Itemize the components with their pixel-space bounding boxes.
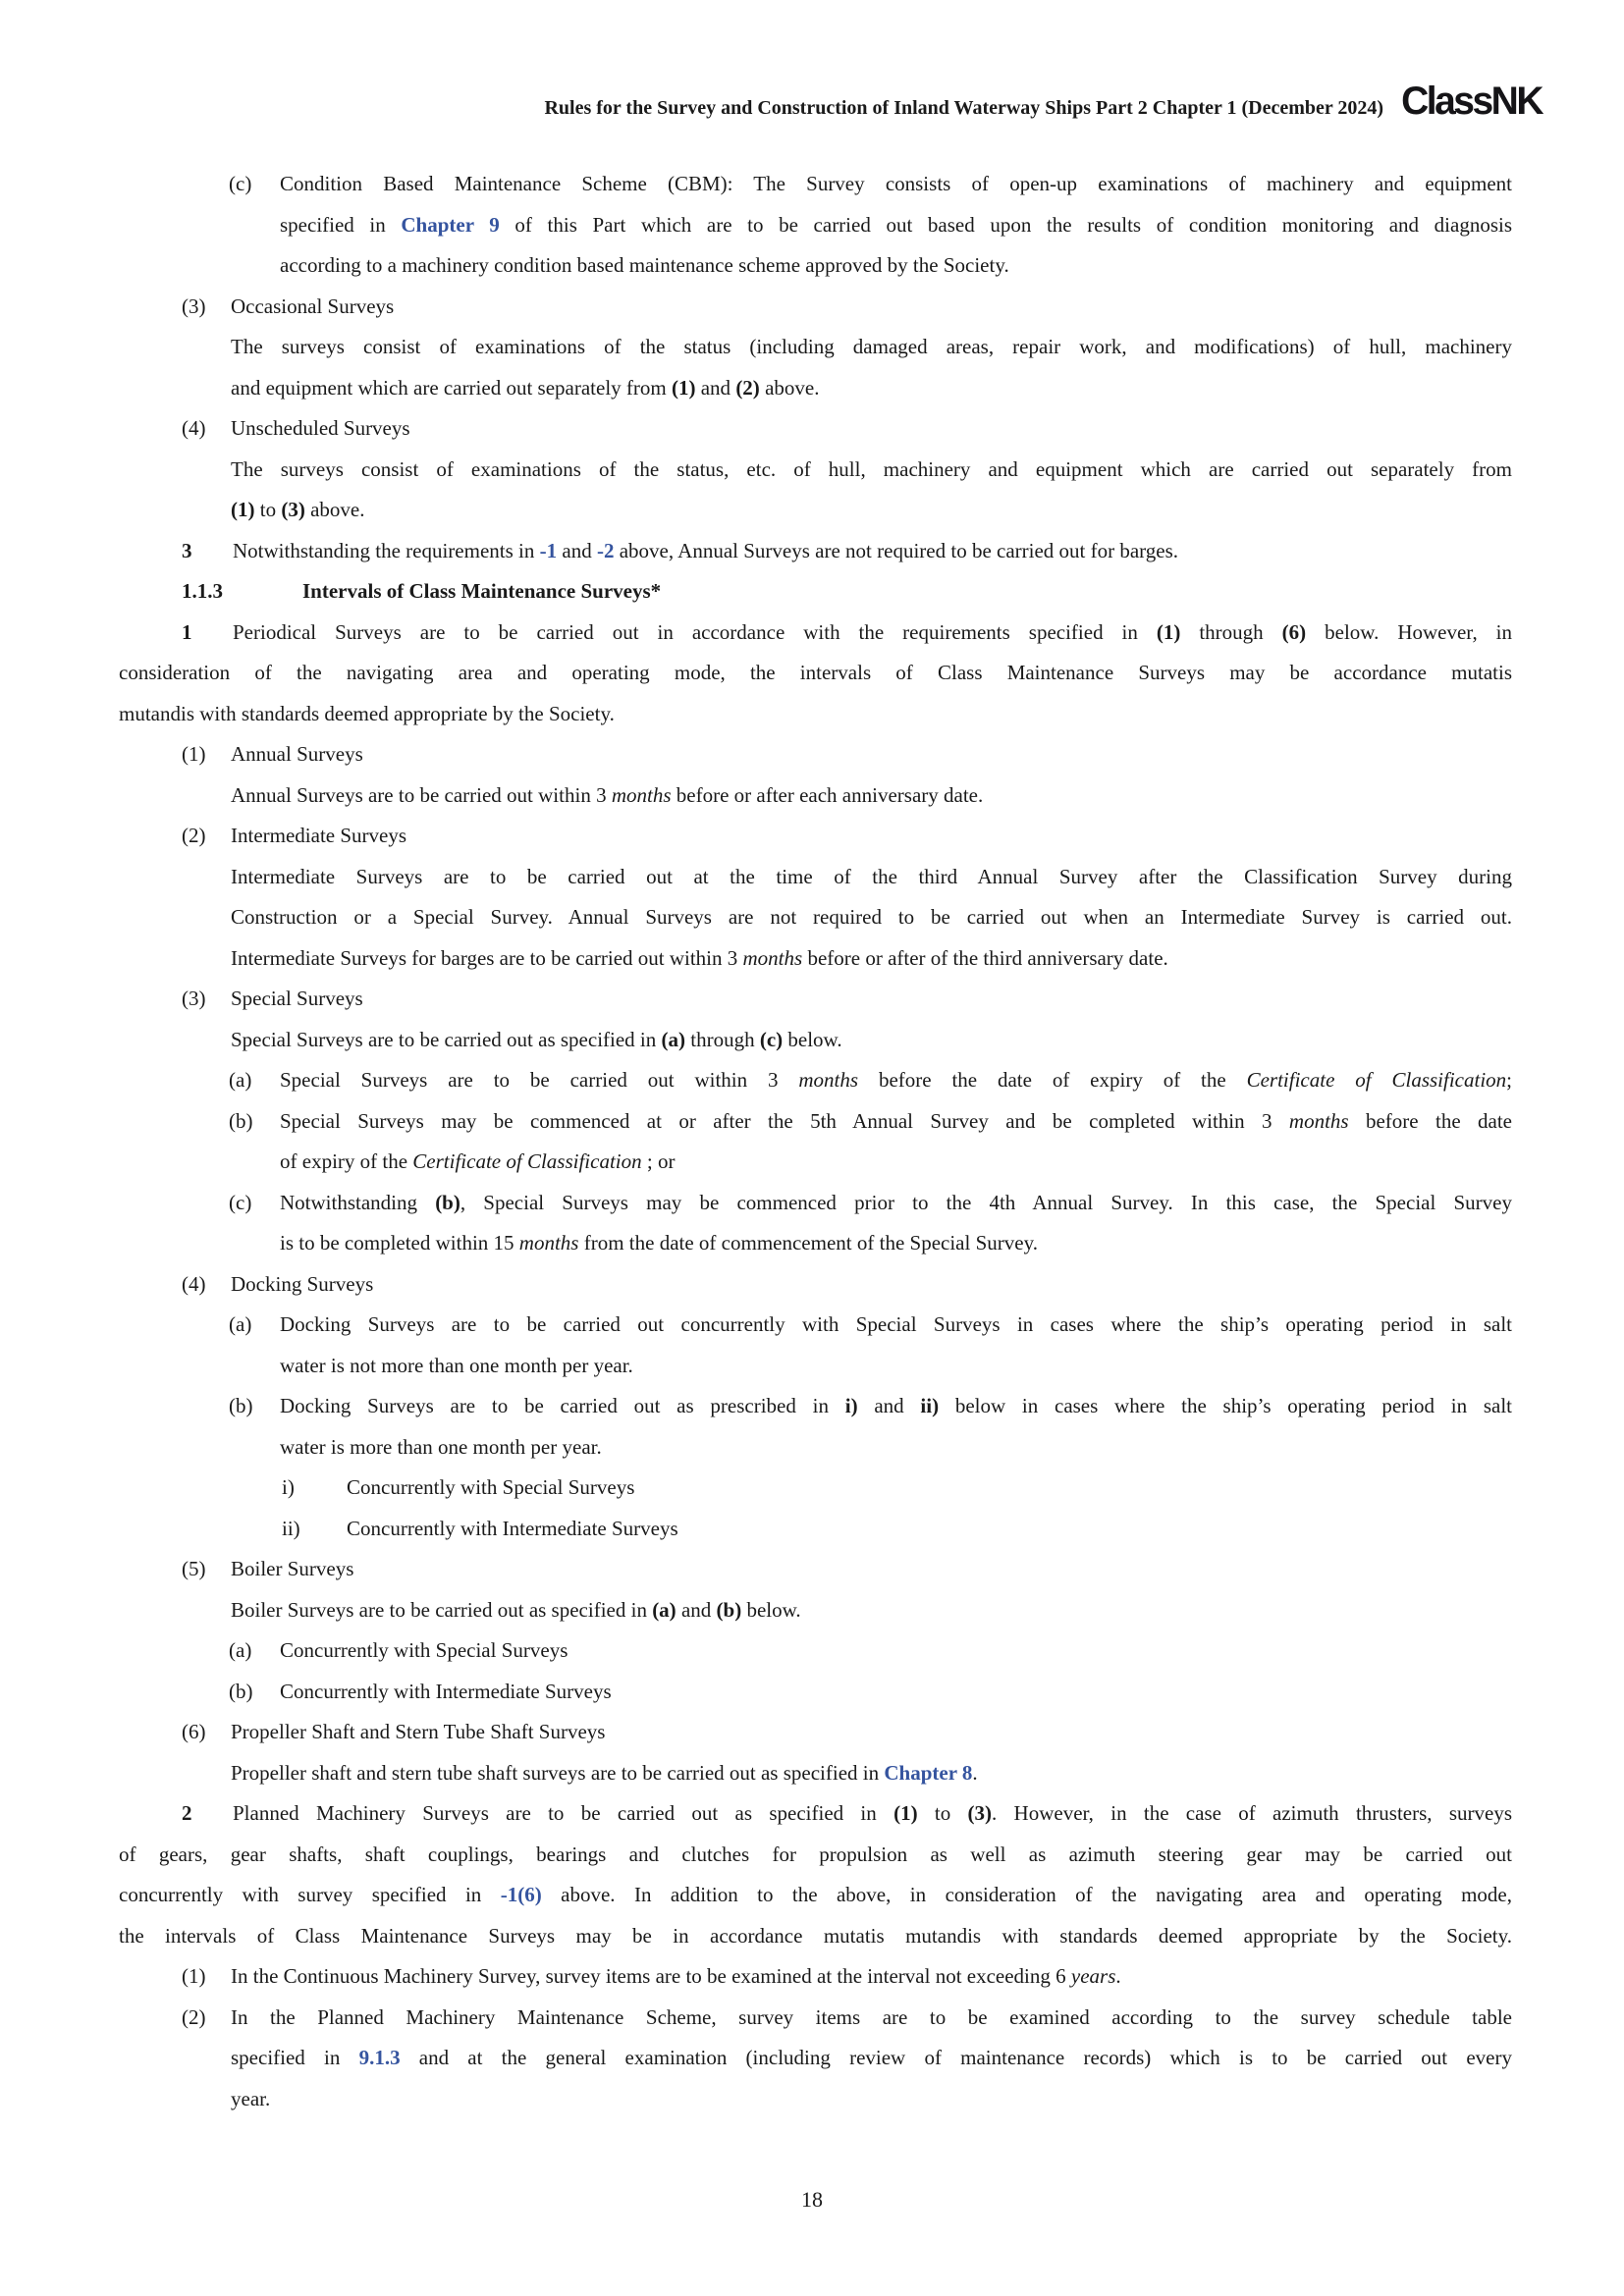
text-line bbox=[119, 1712, 1512, 1753]
text-run: of this Part which are to be carried out based upon the results of condition monitoring and diagnosis bbox=[499, 212, 1512, 237]
text-line bbox=[119, 1101, 1512, 1143]
text-run: and equipment which are carried out separately from bbox=[231, 375, 672, 400]
list-marker: i) bbox=[282, 1475, 295, 1499]
text-run: Condition Based Maintenance Scheme (CBM): The Survey consists of open-up examinations of machinery and equipment bbox=[280, 172, 1512, 195]
text-run: and bbox=[676, 1597, 717, 1622]
text-run: Special Surveys may be commenced at or after the 5th Annual Survey and be completed within 3 bbox=[280, 1108, 1289, 1133]
text-run: before or after of the third anniversary date. bbox=[802, 945, 1168, 970]
text-run: before the date bbox=[1348, 1108, 1512, 1133]
text-line bbox=[119, 653, 1512, 694]
list-marker: (a) bbox=[229, 1638, 252, 1662]
list-marker: (5) bbox=[182, 1557, 206, 1580]
text-run: of expiry of the bbox=[280, 1149, 413, 1173]
text-line bbox=[119, 613, 1512, 654]
text-run: Certificate of Classification bbox=[1246, 1068, 1507, 1092]
text-run: above. In addition to the above, in consideration of the navigating area and operating mode, bbox=[541, 1883, 1512, 1906]
list-marker: (b) bbox=[229, 1108, 253, 1133]
text-run: (c) bbox=[759, 1027, 784, 1051]
text-run: . bbox=[972, 1760, 978, 1785]
text-run: Special Surveys are to be carried out as specified in bbox=[231, 1027, 662, 1051]
text-line bbox=[119, 857, 1512, 898]
text-line bbox=[119, 734, 1512, 775]
list-marker: (4) bbox=[182, 416, 206, 440]
text-line bbox=[119, 2038, 1512, 2079]
text-line bbox=[119, 897, 1512, 938]
text-run: Boiler Surveys bbox=[231, 1557, 354, 1580]
text-run: Certificate of Classification bbox=[412, 1149, 642, 1173]
text-run: mutandis with standards deemed appropriate by the Society. bbox=[119, 701, 615, 725]
text-line bbox=[119, 408, 1512, 450]
text-run: water is more than one month per year. bbox=[280, 1434, 602, 1459]
text-run: (1) bbox=[671, 375, 696, 400]
text-line bbox=[119, 368, 1512, 409]
text-line bbox=[119, 1793, 1512, 1835]
section-heading-line bbox=[119, 571, 1512, 613]
text-line bbox=[119, 1672, 1512, 1713]
text-line bbox=[119, 1549, 1512, 1590]
text-line bbox=[119, 1468, 1512, 1509]
text-run: i) bbox=[844, 1394, 858, 1417]
text-run: Docking Surveys are to be carried out concurrently with Special Surveys in cases where the ship’s operating period in salt bbox=[280, 1312, 1512, 1336]
text-run: The surveys consist of examinations of the status, etc. of hull, machinery and equipment which are carried out separately from bbox=[231, 456, 1512, 481]
text-line bbox=[119, 694, 1512, 735]
text-run: months bbox=[611, 782, 672, 807]
text-run: from the date of commencement of the Special Survey. bbox=[578, 1231, 1038, 1255]
text-run: Unscheduled Surveys bbox=[231, 416, 410, 440]
cross-reference-link[interactable]: -2 bbox=[596, 538, 615, 562]
list-marker: (1) bbox=[182, 1964, 206, 1988]
text-run: through bbox=[685, 1027, 760, 1051]
cross-reference-link[interactable]: Chapter 8 bbox=[884, 1760, 973, 1785]
text-run: and bbox=[557, 538, 597, 562]
cross-reference-link[interactable]: -1(6) bbox=[500, 1883, 542, 1906]
text-run: ; or bbox=[641, 1149, 676, 1173]
text-run: (3) bbox=[967, 1801, 993, 1825]
list-marker: (2) bbox=[182, 2004, 206, 2029]
text-line bbox=[119, 1835, 1512, 1876]
text-line bbox=[119, 205, 1512, 246]
text-line bbox=[119, 1264, 1512, 1306]
text-run: Intermediate Surveys for barges are to be carried out within 3 bbox=[231, 945, 743, 970]
text-line bbox=[119, 1630, 1512, 1672]
text-line bbox=[119, 531, 1512, 572]
text-line bbox=[119, 1386, 1512, 1427]
text-run: Annual Surveys are to be carried out within 3 bbox=[231, 782, 612, 807]
text-line bbox=[119, 1875, 1512, 1916]
text-run: Boiler Surveys are to be carried out as specified in bbox=[231, 1597, 653, 1622]
text-run: through bbox=[1180, 619, 1282, 644]
text-run: (6) bbox=[1281, 619, 1307, 644]
list-marker: (6) bbox=[182, 1720, 206, 1743]
text-run: and bbox=[695, 375, 736, 400]
text-run: The surveys consist of examinations of the status (including damaged areas, repair work, and modifications) of hull, machinery bbox=[231, 335, 1512, 358]
text-run: Special Surveys are to be carried out within 3 bbox=[280, 1068, 799, 1092]
text-line bbox=[119, 1305, 1512, 1346]
text-run: Occasional Surveys bbox=[231, 294, 395, 318]
page-header bbox=[0, 80, 1542, 124]
cross-reference-link[interactable]: -1 bbox=[539, 538, 558, 562]
list-marker: 1 bbox=[182, 619, 192, 644]
text-run: Special Surveys bbox=[231, 987, 363, 1010]
text-line bbox=[119, 816, 1512, 857]
cross-reference-link[interactable]: 9.1.3 bbox=[358, 2046, 401, 2069]
text-run: Propeller Shaft and Stern Tube Shaft Surveys bbox=[231, 1720, 606, 1743]
text-line bbox=[119, 287, 1512, 328]
text-line bbox=[119, 1346, 1512, 1387]
list-marker: (a) bbox=[229, 1312, 252, 1336]
text-run: (2) bbox=[735, 375, 760, 400]
text-line bbox=[119, 938, 1512, 980]
text-run: months bbox=[742, 945, 803, 970]
list-marker: 1.1.3 bbox=[182, 579, 223, 603]
text-run: Concurrently with Intermediate Surveys bbox=[347, 1516, 678, 1540]
list-marker: (a) bbox=[229, 1068, 252, 1092]
text-line bbox=[119, 1916, 1512, 1957]
text-run: (1) bbox=[231, 498, 255, 521]
text-run: Concurrently with Special Surveys bbox=[280, 1638, 568, 1662]
text-run: Intervals of Class Maintenance Surveys* bbox=[302, 579, 662, 603]
text-run: Notwithstanding the requirements in bbox=[233, 538, 540, 562]
text-run: Docking Surveys are to be carried out as prescribed in bbox=[280, 1394, 845, 1417]
text-run: (1) bbox=[1156, 619, 1181, 644]
text-run: (a) bbox=[661, 1027, 686, 1051]
text-line bbox=[119, 1509, 1512, 1550]
list-marker: ii) bbox=[282, 1516, 300, 1540]
text-line bbox=[119, 164, 1512, 205]
text-run: In the Planned Machinery Maintenance Scheme, survey items are to be examined according to the survey schedule table bbox=[231, 2004, 1512, 2029]
text-run: of gears, gear shafts, shaft couplings, bearings and clutches for propulsion as well as azimuth steering gear may be carried out bbox=[119, 1842, 1512, 1866]
text-line bbox=[119, 979, 1512, 1020]
text-line bbox=[119, 1060, 1512, 1101]
text-line bbox=[119, 450, 1512, 491]
text-run: to bbox=[917, 1801, 968, 1825]
text-line bbox=[119, 1142, 1512, 1183]
list-marker: (3) bbox=[182, 294, 206, 318]
classnk-logo: ClassNK bbox=[1401, 80, 1542, 124]
text-run: below. bbox=[783, 1027, 842, 1051]
text-run: is to be completed within 15 bbox=[280, 1231, 519, 1255]
list-marker: (b) bbox=[229, 1679, 253, 1703]
text-run: the intervals of Class Maintenance Surveys may be in accordance mutatis mutandis with standards deemed appropriate by the Society. bbox=[119, 1923, 1512, 1948]
text-run: to bbox=[254, 498, 282, 521]
text-run: ; bbox=[1506, 1068, 1513, 1092]
text-run: below in cases where the ship’s operating period in salt bbox=[939, 1394, 1513, 1417]
text-run: (1) bbox=[893, 1801, 918, 1825]
list-marker: (c) bbox=[229, 172, 252, 195]
list-marker: (2) bbox=[182, 824, 206, 847]
text-run: years bbox=[1070, 1964, 1116, 1988]
text-run: Docking Surveys bbox=[231, 1271, 374, 1296]
text-run: months bbox=[1288, 1108, 1349, 1133]
text-run: year. bbox=[231, 2086, 271, 2110]
text-line bbox=[119, 1753, 1512, 1794]
text-run: ii) bbox=[920, 1394, 940, 1417]
text-run: months bbox=[518, 1231, 579, 1255]
text-run: Propeller shaft and stern tube shaft surveys are to be carried out as specified in bbox=[231, 1760, 885, 1785]
list-marker: (c) bbox=[229, 1190, 252, 1214]
text-run: In the Continuous Machinery Survey, survey items are to be examined at the interval not exceeding 6 bbox=[231, 1964, 1071, 1988]
text-line bbox=[119, 1956, 1512, 1998]
text-run: before the date of expiry of the bbox=[858, 1068, 1247, 1092]
text-run: Notwithstanding bbox=[280, 1190, 436, 1214]
text-run: according to a machinery condition based maintenance scheme approved by the Society. bbox=[280, 253, 1009, 277]
document-body bbox=[119, 164, 1512, 2119]
text-run: consideration of the navigating area and operating mode, the intervals of Class Maintenance Surveys may be accordance mutatis bbox=[119, 661, 1512, 684]
text-run: Intermediate Surveys are to be carried out at the time of the third Annual Survey after the Classification Survey during bbox=[231, 864, 1512, 888]
text-line bbox=[119, 245, 1512, 287]
text-run: , Special Surveys may be commenced prior to the 4th Annual Survey. In this case, the Special Survey bbox=[460, 1190, 1512, 1214]
text-run: above. bbox=[304, 498, 365, 521]
text-line bbox=[119, 1998, 1512, 2039]
list-marker: (3) bbox=[182, 987, 206, 1010]
header-title: Rules for the Survey and Construction of Inland Waterway Ships Part 2 Chapter 1 (December 2024) bbox=[544, 97, 1384, 119]
list-marker: 2 bbox=[182, 1801, 192, 1825]
text-run: Construction or a Special Survey. Annual Surveys are not required to be carried out when an Intermediate Survey is carried out. bbox=[231, 905, 1512, 929]
text-run: concurrently with survey specified in bbox=[119, 1883, 501, 1906]
text-line bbox=[119, 1020, 1512, 1061]
text-run: below. However, in bbox=[1306, 619, 1512, 644]
text-line bbox=[119, 1590, 1512, 1631]
list-marker: 3 bbox=[182, 538, 192, 562]
page-number: 18 bbox=[801, 2187, 823, 2212]
text-run: Annual Surveys bbox=[231, 742, 363, 766]
text-run: and at the general examination (including review of maintenance records) which is to be carried out every bbox=[400, 2046, 1512, 2069]
cross-reference-link[interactable]: Chapter 9 bbox=[401, 212, 500, 237]
text-run: Concurrently with Special Surveys bbox=[347, 1475, 635, 1499]
text-run: (3) bbox=[281, 498, 305, 521]
text-line bbox=[119, 775, 1512, 817]
text-run: Intermediate Surveys bbox=[231, 824, 407, 847]
text-run: above. bbox=[759, 375, 820, 400]
text-run: water is not more than one month per year. bbox=[280, 1353, 633, 1377]
text-line bbox=[119, 1223, 1512, 1264]
text-run: and bbox=[857, 1394, 921, 1417]
text-line bbox=[119, 2079, 1512, 2120]
text-run: before or after each anniversary date. bbox=[671, 782, 984, 807]
text-run: Planned Machinery Surveys are to be carried out as specified in bbox=[233, 1801, 894, 1825]
text-line bbox=[119, 327, 1512, 368]
text-run: specified in bbox=[280, 212, 402, 237]
list-marker: (b) bbox=[229, 1394, 253, 1417]
text-run: Periodical Surveys are to be carried out in accordance with the requirements specified in bbox=[233, 619, 1157, 644]
text-run: months bbox=[798, 1068, 859, 1092]
text-run: (b) bbox=[435, 1190, 460, 1214]
text-run: Concurrently with Intermediate Surveys bbox=[280, 1679, 612, 1703]
text-run: (b) bbox=[716, 1597, 742, 1622]
text-run: (a) bbox=[652, 1597, 677, 1622]
text-line bbox=[119, 1183, 1512, 1224]
text-run: specified in bbox=[231, 2046, 359, 2069]
text-run: . However, in the case of azimuth thrusters, surveys bbox=[992, 1801, 1512, 1825]
text-run: below. bbox=[741, 1597, 801, 1622]
text-line bbox=[119, 490, 1512, 531]
list-marker: (1) bbox=[182, 742, 206, 766]
text-line bbox=[119, 1427, 1512, 1468]
list-marker: (4) bbox=[182, 1271, 206, 1296]
text-run: above, Annual Surveys are not required to be carried out for barges. bbox=[614, 538, 1179, 562]
text-run: . bbox=[1115, 1964, 1121, 1988]
